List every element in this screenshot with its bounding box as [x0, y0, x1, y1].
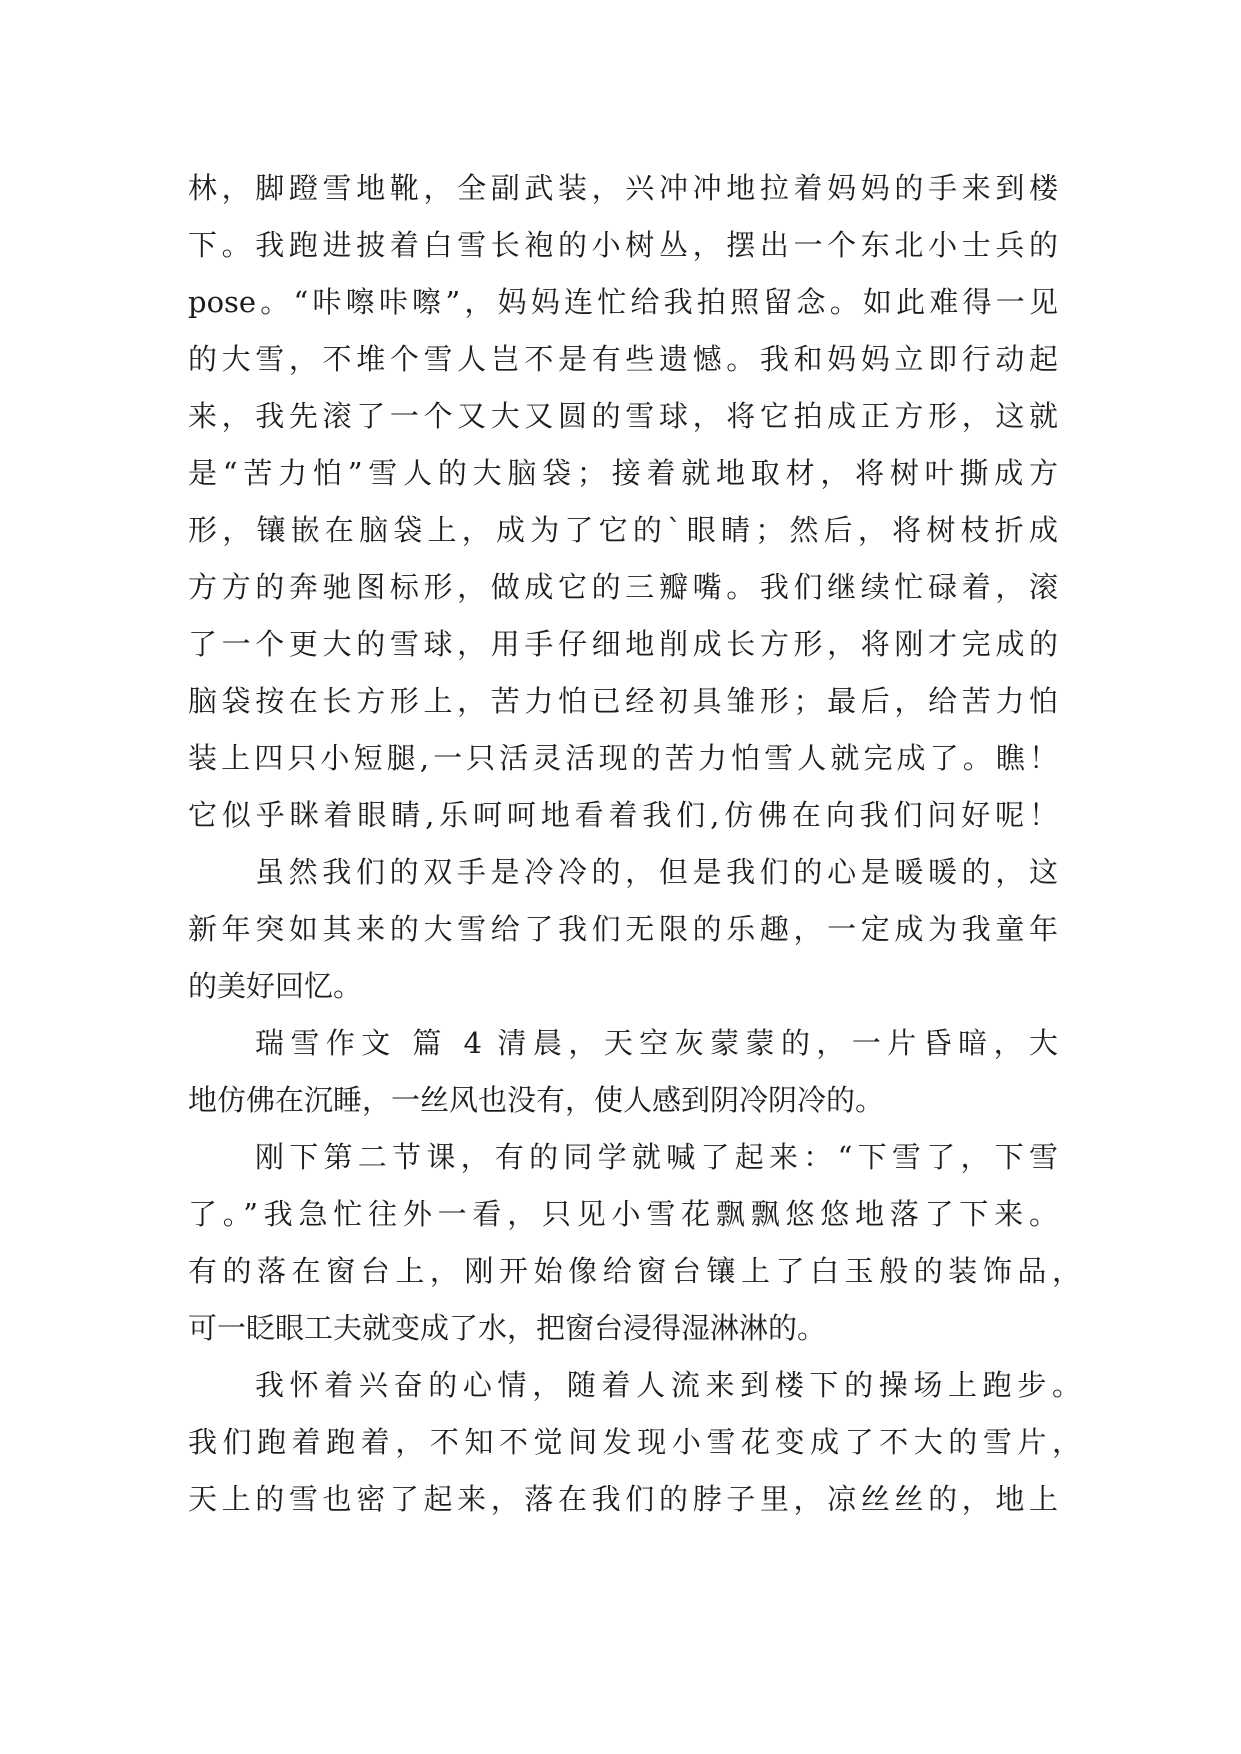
- paragraph-first-line: 虽然我们的双手是冷冷的，但是我们的心是暖暖的，这: [255, 855, 1058, 889]
- text-line: 新年突如其来的大雪给了我们无限的乐趣，一定成为我童年: [188, 912, 1058, 946]
- text-line: 方方的奔驰图标形，做成它的三瓣嘴。我们继续忙碌着，滚: [188, 570, 1058, 604]
- text-line: 天上的雪也密了起来，落在我们的脖子里，凉丝丝的，地上: [188, 1482, 1058, 1516]
- text-line: 地仿佛在沉睡，一丝风也没有，使人感到阴冷阴冷的。: [188, 1083, 885, 1117]
- text-line: 我们跑着跑着，不知不觉间发现小雪花变成了不大的雪片，: [188, 1425, 1081, 1459]
- text-line: 是“苦力怕”雪人的大脑袋；接着就地取材，将树叶撕成方: [188, 456, 1058, 490]
- text-line: 形，镶嵌在脑袋上，成为了它的`眼睛；然后，将树枝折成: [188, 513, 1058, 547]
- text-line: 的大雪，不堆个雪人岂不是有些遗憾。我和妈妈立即行动起: [188, 342, 1058, 376]
- text-line: pose。“咔嚓咔嚓”，妈妈连忙给我拍照留念。如此难得一见: [188, 285, 1058, 319]
- section-heading-line: 瑞雪作文 篇 4 清晨，天空灰蒙蒙的，一片昏暗，大: [255, 1026, 1058, 1060]
- text-line: 脑袋按在长方形上，苦力怕已经初具雏形；最后，给苦力怕: [188, 684, 1058, 718]
- text-line: 可一眨眼工夫就变成了水，把窗台浸得湿淋淋的。: [188, 1311, 827, 1345]
- text-line: 的美好回忆。: [188, 969, 363, 1003]
- text-line: 它似乎眯着眼睛,乐呵呵地看着我们,仿佛在向我们问好呢！: [188, 798, 1058, 832]
- text-line: 有的落在窗台上，刚开始像给窗台镶上了白玉般的装饰品，: [188, 1254, 1081, 1288]
- text-line: 了。”我急忙往外一看，只见小雪花飘飘悠悠地落了下来。: [188, 1197, 1058, 1231]
- text-line: 下。我跑进披着白雪长袍的小树丛，摆出一个东北小士兵的: [188, 228, 1058, 262]
- text-line: 来，我先滚了一个又大又圆的雪球，将它拍成正方形，这就: [188, 399, 1058, 433]
- text-line: 了一个更大的雪球，用手仔细地削成长方形，将刚才完成的: [188, 627, 1058, 661]
- text-line: 林，脚蹬雪地靴，全副武装，兴冲冲地拉着妈妈的手来到楼: [188, 171, 1058, 205]
- paragraph-first-line: 刚下第二节课，有的同学就喊了起来：“下雪了，下雪: [255, 1140, 1058, 1174]
- paragraph-first-line: 我怀着兴奋的心情，随着人流来到楼下的操场上跑步。: [255, 1368, 1081, 1402]
- text-line: 装上四只小短腿,一只活灵活现的苦力怕雪人就完成了。瞧！: [188, 741, 1058, 775]
